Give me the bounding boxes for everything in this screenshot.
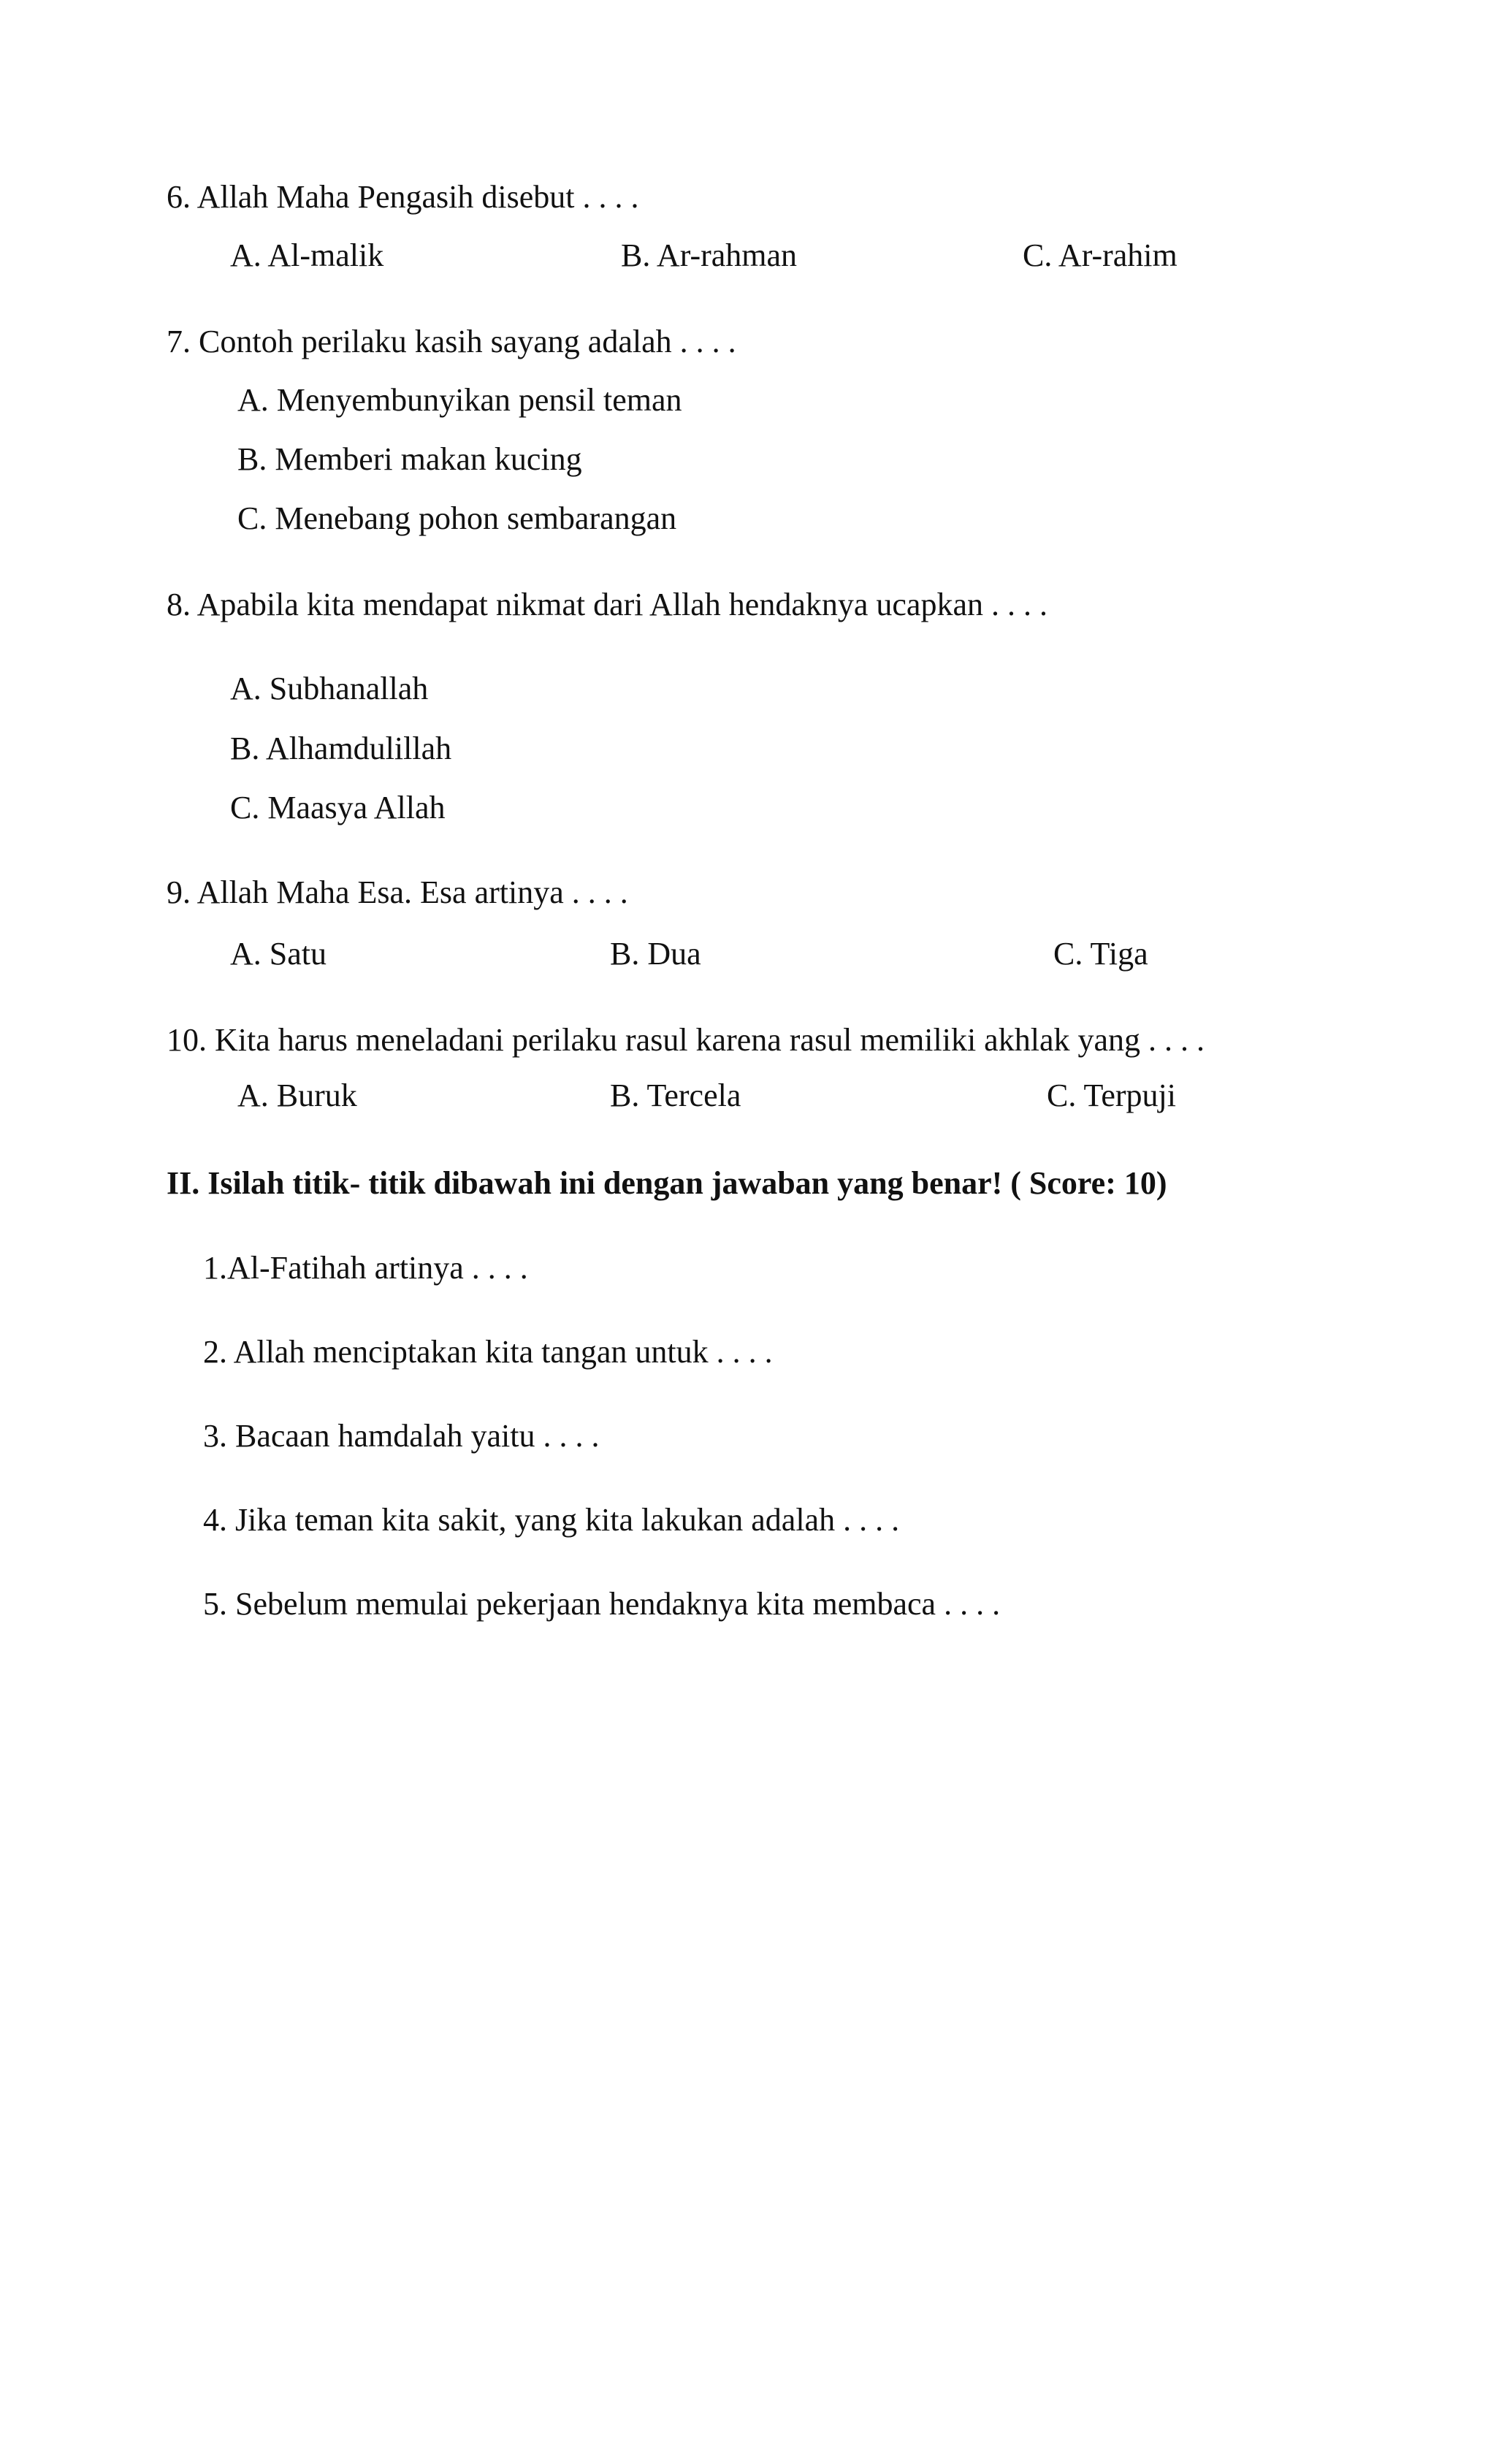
q10-option-a: A. Buruk [237, 1077, 357, 1113]
question-7: 7. Contoh perilaku kasih sayang adalah . . . . [167, 324, 736, 359]
fill-in-item-2: 2. Allah menciptakan kita tangan untuk . . . . [203, 1334, 773, 1370]
question-6: 6. Allah Maha Pengasih disebut . . . . [167, 179, 639, 215]
fill-in-item-4: 4. Jika teman kita sakit, yang kita lakukan adalah . . . . [203, 1502, 900, 1538]
q9-option-c: C. Tiga [1053, 936, 1148, 972]
q7-option-a: A. Menyembunyikan pensil teman [237, 382, 682, 418]
section-2-heading: II. Isilah titik- titik dibawah ini dengan jawaban yang benar! ( Score: 10) [167, 1165, 1167, 1201]
q8-option-a: A. Subhanallah [230, 671, 429, 706]
q10-option-b: B. Tercela [610, 1077, 741, 1113]
q10-option-c: C. Terpuji [1047, 1077, 1176, 1113]
question-9: 9. Allah Maha Esa. Esa artinya . . . . [167, 874, 628, 910]
q7-option-c: C. Menebang pohon sembarangan [237, 500, 677, 536]
q7-option-b: B. Memberi makan kucing [237, 441, 582, 477]
q6-option-b: B. Ar-rahman [621, 237, 798, 273]
q9-option-b: B. Dua [610, 936, 701, 972]
question-8: 8. Apabila kita mendapat nikmat dari Allah hendaknya ucapkan . . . . [167, 587, 1047, 622]
fill-in-item-1: 1.Al-Fatihah artinya . . . . [203, 1250, 528, 1286]
q6-option-c: C. Ar-rahim [1023, 237, 1178, 273]
q8-option-c: C. Maasya Allah [230, 790, 446, 825]
q9-option-a: A. Satu [230, 936, 327, 972]
fill-in-item-5: 5. Sebelum memulai pekerjaan hendaknya kita membaca . . . . [203, 1586, 1001, 1622]
q6-option-a: A. Al-malik [230, 237, 384, 273]
question-10: 10. Kita harus meneladani perilaku rasul karena rasul memiliki akhlak yang . . . . [167, 1022, 1205, 1058]
fill-in-item-3: 3. Bacaan hamdalah yaitu . . . . [203, 1418, 600, 1454]
q8-option-b: B. Alhamdulillah [230, 731, 452, 766]
